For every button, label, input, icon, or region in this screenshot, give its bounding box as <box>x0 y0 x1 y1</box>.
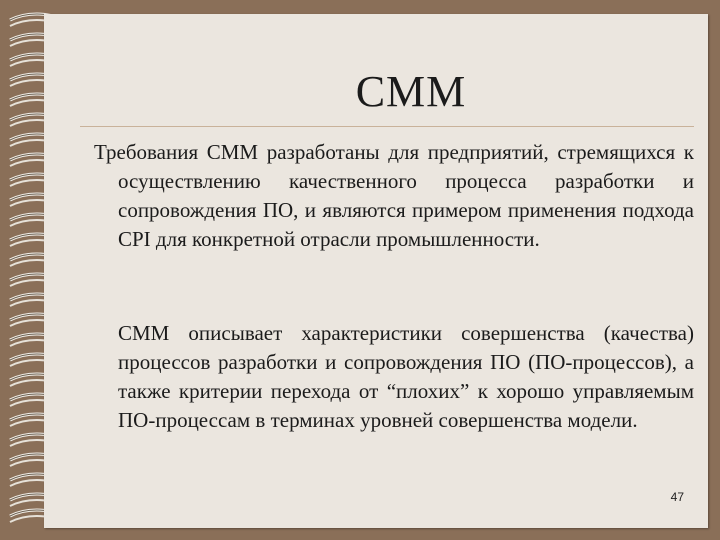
page-number: 47 <box>670 490 684 504</box>
slide <box>44 14 708 528</box>
paragraph-requirements <box>94 138 694 254</box>
paragraph-requirements-text: Требования CMM разработаны для предприятий, стремящихся к осуществлению качественного процесса разработки и сопровождения ПО, и являются примером применения подхода CPI для конкретной отрасли промышленности. <box>94 140 694 251</box>
title-divider <box>80 126 694 127</box>
paragraph-description: CMM описывает характеристики совершенства (качества) процессов разработки и сопровождения ПО (ПО-процессов), а также критерии перехода от “плохих” к хорошо управляемым ПО-процессам в терминах уровней совершенства модели. <box>118 321 694 432</box>
slide-title: CMM <box>355 67 467 116</box>
